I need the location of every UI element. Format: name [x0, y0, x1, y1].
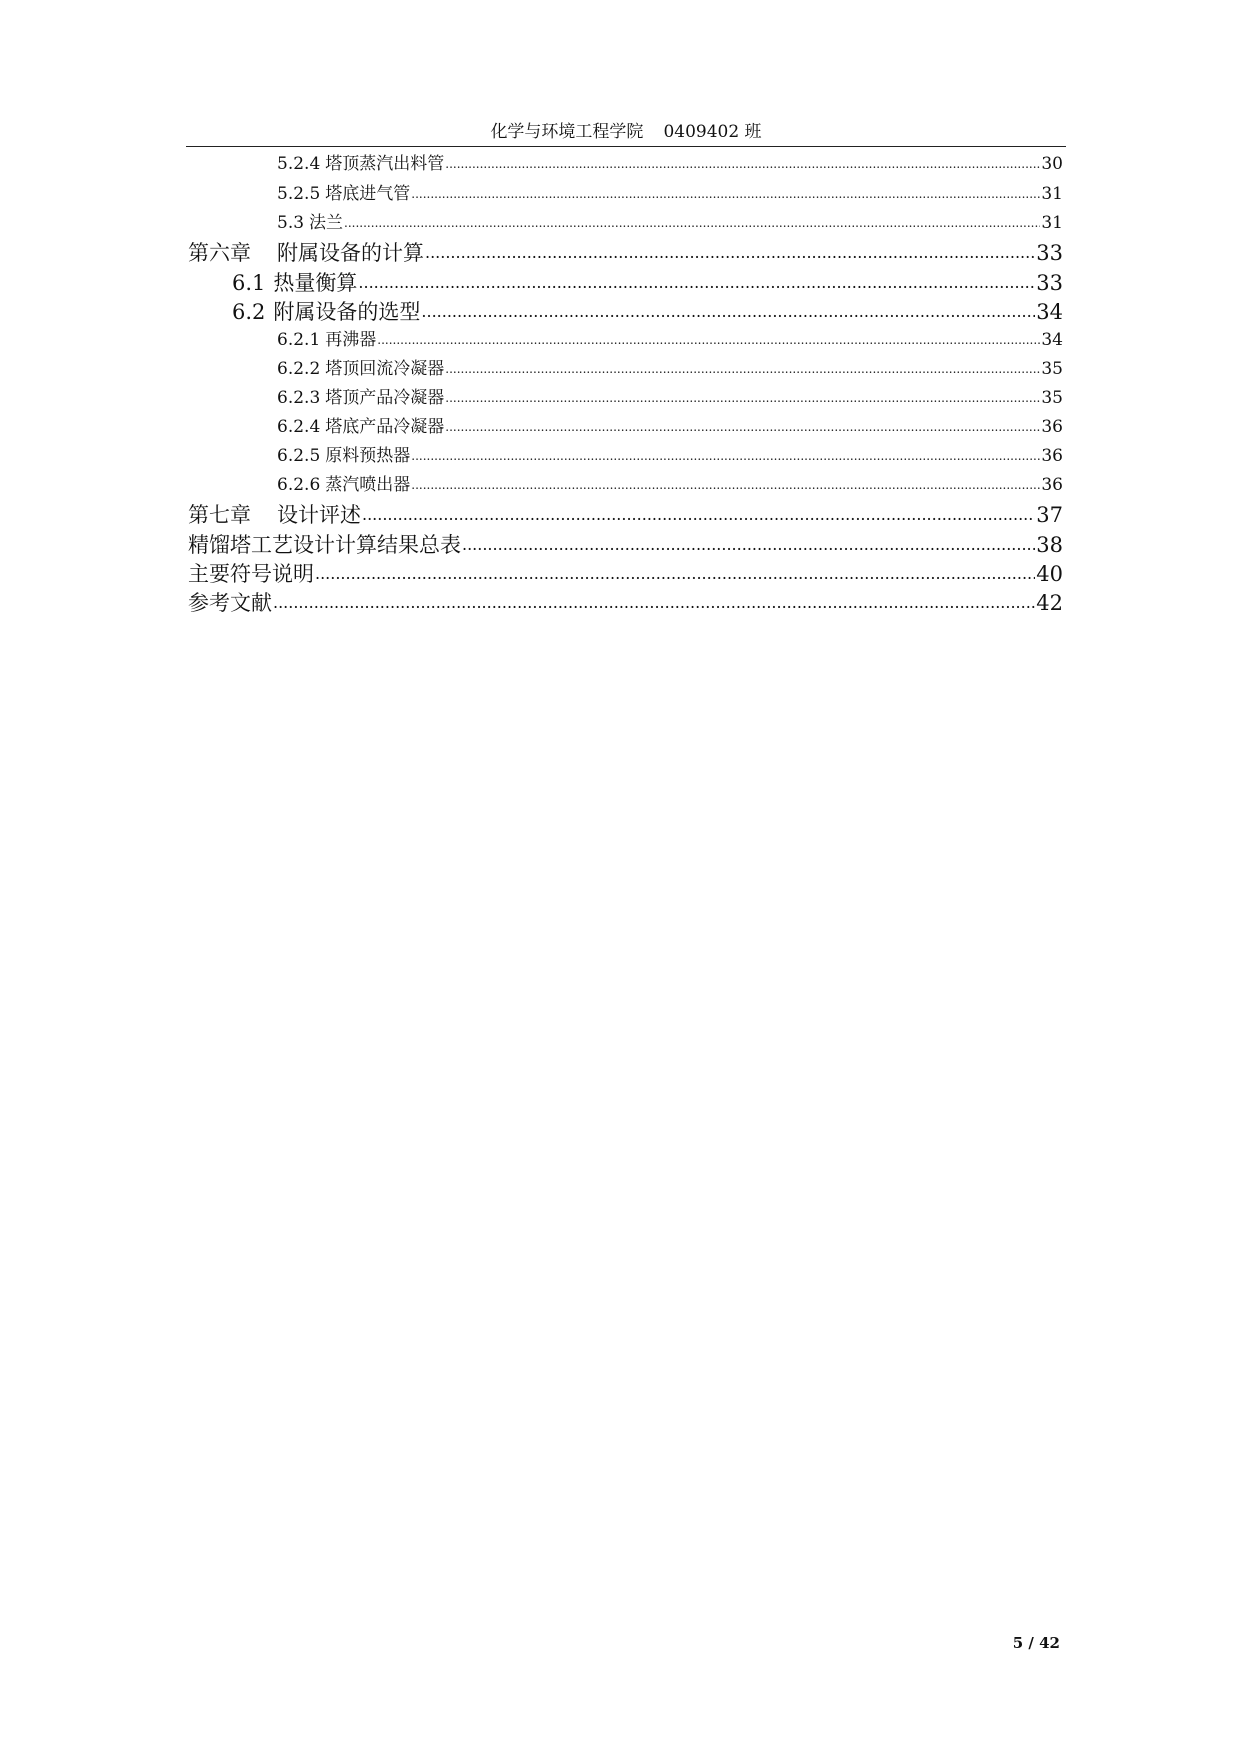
toc-entry-page: 31: [1041, 184, 1063, 204]
toc-entry-title: 设计评述: [277, 503, 361, 527]
dot-leader: [315, 559, 1035, 589]
dot-leader: [462, 530, 1035, 560]
toc-entry-number: 6.2.5: [277, 446, 321, 466]
toc-entry-label: [277, 386, 444, 410]
toc-entry-title: 塔顶产品冷凝器: [325, 388, 445, 408]
dot-leader: [421, 297, 1035, 327]
toc-entry-title: 法兰: [309, 213, 344, 233]
header-rule: [186, 146, 1066, 147]
toc-entry[interactable]: [188, 238, 1063, 268]
toc-entry-page: 34: [1036, 300, 1063, 324]
dot-leader: [358, 268, 1035, 298]
toc-entry-label: [232, 268, 357, 298]
toc-entry-page: 31: [1041, 213, 1063, 233]
toc-entry-title: 热量衡算: [273, 271, 358, 295]
page-footer: [980, 1634, 1060, 1652]
toc-entry-label: [277, 473, 410, 497]
toc-entry-title: 主要符号说明: [188, 562, 314, 586]
toc-entry-label: [188, 238, 424, 268]
toc-entry-title: 附属设备的计算: [277, 241, 424, 265]
toc-entry-title: 蒸汽喷出器: [325, 475, 411, 495]
toc-entry-page: 34: [1041, 330, 1063, 350]
toc-entry[interactable]: [277, 473, 1063, 497]
toc-entry-number: 第七章: [188, 503, 251, 527]
dot-leader: [273, 588, 1035, 618]
toc-entry-page: 36: [1041, 417, 1063, 437]
dot-leader: [411, 182, 1040, 206]
toc-entry-title: 塔底产品冷凝器: [325, 417, 445, 437]
dot-leader: [445, 152, 1040, 176]
toc-entry-number: 6.2: [232, 300, 266, 324]
toc-entry-page: 35: [1041, 388, 1063, 408]
page-separator: /: [1028, 1634, 1034, 1652]
dot-leader: [411, 473, 1040, 497]
toc-entry-number: 第六章: [188, 241, 251, 265]
dot-leader: [425, 238, 1035, 268]
toc-entry-page: 35: [1041, 359, 1063, 379]
toc-entry[interactable]: [232, 268, 1063, 298]
toc-entry-title: 附属设备的选型: [273, 300, 421, 324]
dot-leader: [445, 415, 1040, 439]
toc-entry-label: [188, 559, 314, 589]
toc-entry-title: 参考文献: [188, 591, 272, 615]
toc-entry-label: [188, 530, 461, 560]
toc-entry[interactable]: [277, 357, 1063, 381]
dot-leader: [377, 328, 1040, 352]
toc-entry-label: [277, 444, 410, 468]
toc-entry-number: 6.2.3: [277, 388, 321, 408]
toc-entry-number: 6.2.1: [277, 330, 321, 350]
toc-entry-label: [232, 297, 420, 327]
toc-entry-label: [188, 588, 272, 618]
toc-entry[interactable]: [277, 152, 1063, 176]
total-pages: 42: [1039, 1634, 1060, 1652]
toc-entry-label: [188, 500, 361, 530]
toc-entry-number: 6.2.6: [277, 475, 321, 495]
toc-entry[interactable]: [277, 211, 1063, 235]
toc-entry[interactable]: [277, 415, 1063, 439]
toc-entry-page: 38: [1036, 533, 1063, 557]
running-header: [186, 118, 1066, 146]
toc-entry-label: [277, 357, 444, 381]
header-class: 0409402 班: [663, 122, 762, 142]
toc-entry-title: 再沸器: [325, 330, 377, 350]
toc-entry[interactable]: [188, 588, 1063, 618]
dot-leader: [344, 211, 1040, 235]
toc-entry-page: 30: [1041, 154, 1063, 174]
toc-entry-page: 40: [1036, 562, 1063, 586]
toc-entry-number: 5.3: [277, 213, 305, 233]
dot-leader: [411, 444, 1040, 468]
toc-entry[interactable]: [277, 386, 1063, 410]
toc-entry-label: [277, 152, 444, 176]
dot-leader: [362, 500, 1035, 530]
toc-entry-number: 5.2.5: [277, 184, 321, 204]
toc-entry-number: 6.2.2: [277, 359, 321, 379]
toc-entry-label: [277, 211, 343, 235]
toc-entry-page: 33: [1036, 271, 1063, 295]
toc-entry[interactable]: [277, 328, 1063, 352]
toc-entry-page: 42: [1036, 591, 1063, 615]
toc-entry-page: 36: [1041, 475, 1063, 495]
toc-entry-number: 6.1: [232, 271, 266, 295]
toc-entry-number: 6.2.4: [277, 417, 321, 437]
toc-entry[interactable]: [232, 297, 1063, 327]
toc-entry-number: 5.2.4: [277, 154, 321, 174]
toc-entry-page: 33: [1036, 241, 1063, 265]
toc-entry[interactable]: [277, 444, 1063, 468]
header-school: 化学与环境工程学院: [490, 122, 644, 142]
toc-entry-title: 精馏塔工艺设计计算结果总表: [188, 533, 461, 557]
toc-entry-page: 37: [1036, 503, 1063, 527]
toc-entry[interactable]: [188, 500, 1063, 530]
dot-leader: [445, 357, 1040, 381]
toc-entry-label: [277, 182, 410, 206]
toc-entry[interactable]: [277, 182, 1063, 206]
toc-entry-title: 塔顶回流冷凝器: [325, 359, 445, 379]
toc-entry-title: 塔顶蒸汽出料管: [325, 154, 445, 174]
current-page-number: 5: [1012, 1634, 1024, 1652]
toc-entry-title: 原料预热器: [325, 446, 411, 466]
dot-leader: [445, 386, 1040, 410]
toc-entry-label: [277, 328, 376, 352]
toc-entry-page: 36: [1041, 446, 1063, 466]
toc-entry[interactable]: [188, 559, 1063, 589]
toc-entry-title: 塔底进气管: [325, 184, 411, 204]
toc-entry[interactable]: [188, 530, 1063, 560]
toc-entry-label: [277, 415, 444, 439]
